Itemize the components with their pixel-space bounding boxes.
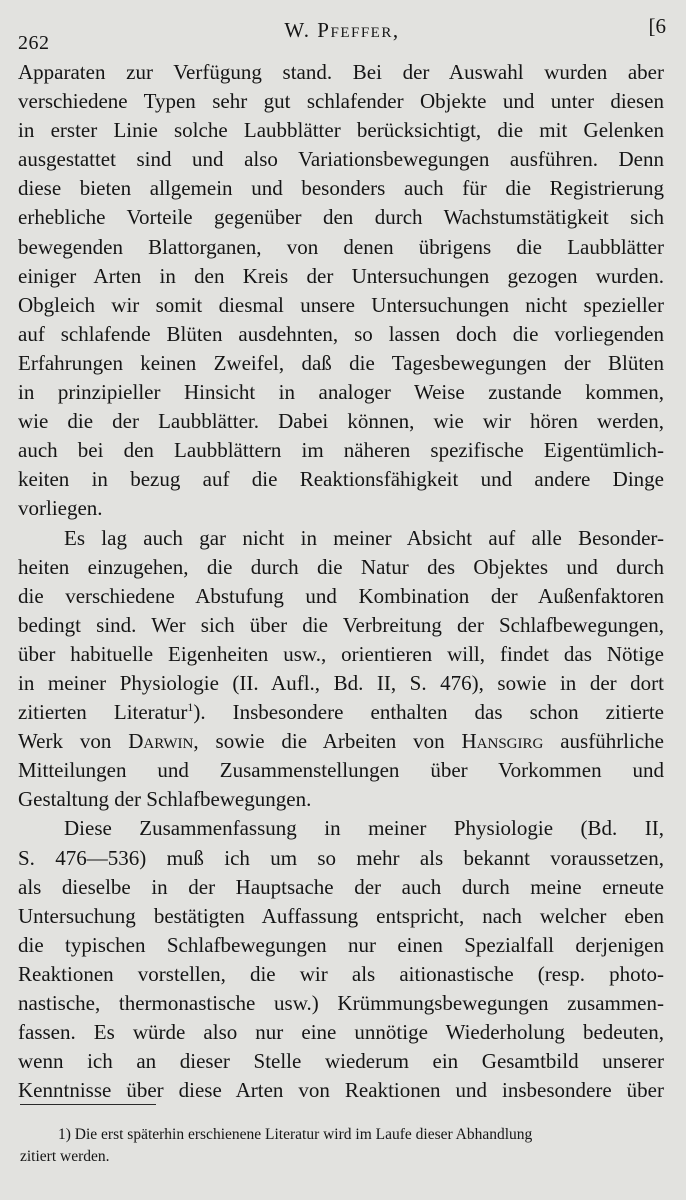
paragraph-3	[18, 814, 664, 1105]
text-line: über habituelle Eigenheiten usw., orientieren will, findet das Nötige	[18, 641, 664, 666]
text-line: wenn ich an dieser Stelle wiederum ein Gesamtbild unserer	[18, 1049, 664, 1074]
text-line: Es lag auch gar nicht in meiner Absicht auf alle Besonder-	[64, 525, 664, 550]
text-line: Gestaltung der Schlafbewegungen.	[18, 787, 312, 812]
author-name-hansgirg: Hansgirg	[461, 729, 544, 754]
text-line: vorliegen.	[18, 496, 103, 521]
text-line: die typischen Schlafbewegungen nur einen Spezialfall derjenigen	[18, 932, 664, 957]
text-line	[18, 698, 664, 727]
footnote-line: 1) Die erst späterhin erschienene Literatur wird im Laufe dieser Abhandlung	[58, 1126, 533, 1143]
text-line: Untersuchung bestätigten Auffassung entspricht, nach welcher eben	[18, 903, 664, 928]
text-line: ausgestattet sind und also Variationsbewegungen ausführen. Denn	[18, 147, 664, 172]
page-header	[18, 14, 666, 54]
text-line: in meiner Physiologie (II. Aufl., Bd. II, S. 476), sowie in der dort	[18, 670, 664, 695]
footnote-reference: 1	[187, 700, 194, 715]
text-line: erhebliche Vorteile gegenüber den durch Wachstumstätigkeit sich	[18, 205, 664, 230]
running-head: W. Pfeffer,	[284, 18, 400, 42]
text-line: Mitteilungen und Zusammenstellungen über Vorkommen und	[18, 758, 664, 783]
text-line: Obgleich wir somit diesmal unsere Untersuchungen nicht spezieller	[18, 292, 664, 317]
author-name-darwin: Darwin	[128, 729, 194, 754]
text-segment: Werk von	[18, 729, 129, 754]
text-line: verschiedene Typen sehr gut schlafender Objekte und unter diesen	[18, 89, 664, 114]
text-line: heiten einzugehen, die durch die Natur des Objektes und durch	[18, 554, 664, 579]
text-line: S. 476—536) muß ich um so mehr als bekannt voraussetzen,	[18, 845, 664, 870]
text-line: fassen. Es würde also nur eine unnötige Wiederholung bedeuten,	[18, 1020, 664, 1045]
text-line: Apparaten zur Verfügung stand. Bei der Auswahl wurden aber	[18, 60, 664, 84]
text-line: Diese Zusammenfassung in meiner Physiologie (Bd. II,	[64, 816, 664, 841]
text-line: nastische, thermonastische usw.) Krümmungsbewegungen zusammen-	[18, 991, 664, 1015]
text-line: in prinzipieller Hinsicht in analoger Weise zustande kommen,	[18, 380, 664, 405]
text-line: einiger Arten in den Kreis der Untersuchungen gezogen wurden.	[18, 263, 664, 288]
text-line: Reaktionen vorstellen, die wir als aitionastische (resp. photo-	[18, 961, 664, 986]
text-line: auf schlafende Blüten ausdehnten, so lassen doch die vorliegenden	[18, 321, 664, 346]
text-line: in erster Linie solche Laubblätter berücksichtigt, die mit Gelenken	[18, 118, 664, 143]
paragraph-2	[18, 524, 664, 815]
text-line	[18, 727, 664, 756]
text-line: wie die der Laubblätter. Dabei können, wie wir hören werden,	[18, 409, 664, 434]
text-line: diese bieten allgemein und besonders auch für die Registrierung	[18, 176, 664, 201]
text-line: auch bei den Laubblättern im näheren spezifische Eigentümlich-	[18, 438, 664, 463]
text-line: Erfahrungen keinen Zweifel, daß die Tagesbewegungen der Blüten	[18, 350, 664, 375]
text-line: bewegenden Blattorganen, von denen übrigens die Laubblätter	[18, 234, 664, 259]
text-line: bedingt sind. Wer sich über die Verbreitung der Schlafbewegungen,	[18, 612, 664, 637]
text-segment: zitierten Literatur	[18, 700, 188, 725]
footnote-line: zitiert werden.	[20, 1148, 110, 1165]
text-line: als dieselbe in der Hauptsache der auch durch meine erneute	[18, 874, 664, 899]
section-marker: [6	[648, 14, 666, 38]
body-text	[18, 58, 664, 1105]
text-segment: , sowie die Arbeiten von	[193, 729, 462, 754]
text-segment: ausführliche	[543, 729, 664, 754]
text-line: Kenntnisse über diese Arten von Reaktionen und insbesondere über	[18, 1078, 664, 1103]
footnote-divider	[20, 1104, 156, 1105]
text-segment: ). Insbesondere enthalten das schon zitierte	[193, 700, 664, 725]
paragraph-1	[18, 58, 664, 524]
footnote	[20, 1124, 664, 1168]
text-line: die verschiedene Abstufung und Kombination der Außenfaktoren	[18, 583, 664, 608]
text-line: keiten in bezug auf die Reaktionsfähigkeit und andere Dinge	[18, 467, 664, 492]
page-number: 262	[18, 32, 50, 54]
